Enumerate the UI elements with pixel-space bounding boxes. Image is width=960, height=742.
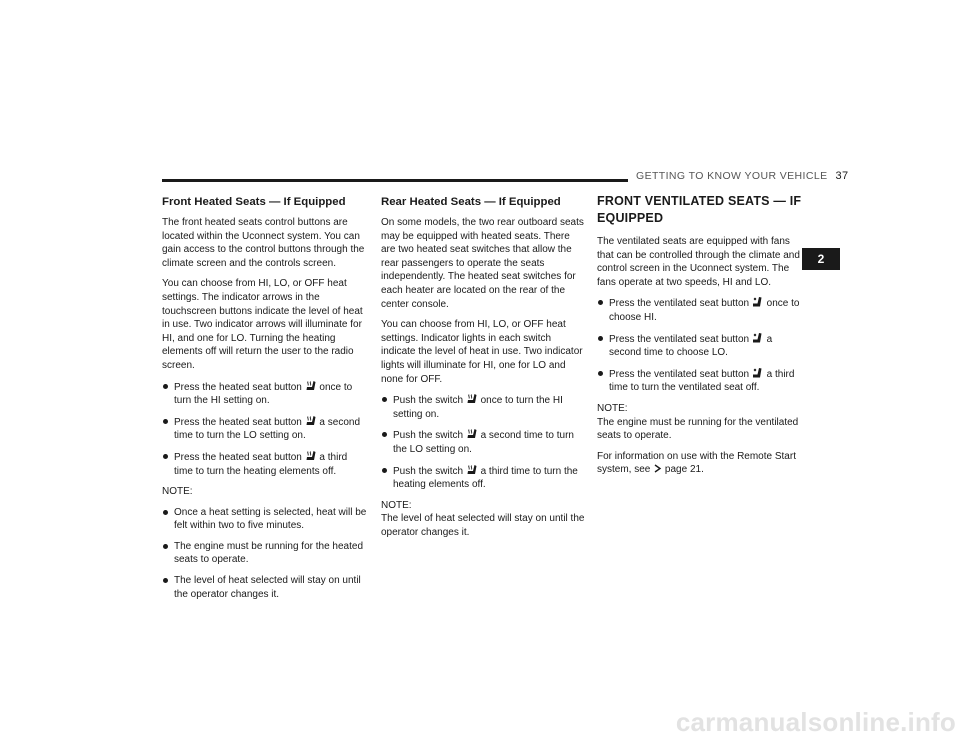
list-item: Push the switch once to turn the HI setting on. — [381, 393, 586, 421]
page-number: 37 — [835, 170, 849, 182]
list-item: Push the switch a second time to turn the LO setting on. — [381, 428, 586, 456]
bullet-list — [162, 380, 367, 479]
header-rule — [162, 179, 628, 182]
section-heading: Front Heated Seats — If Equipped — [162, 196, 346, 208]
heated-seat-icon — [466, 428, 478, 440]
note-label: NOTE: — [597, 402, 628, 414]
heated-seat-icon — [466, 393, 478, 405]
front-heated-seats-section — [162, 195, 367, 608]
list-item: Press the ventilated seat button a third time to turn the ventilated seat off. — [597, 367, 802, 395]
note-label: NOTE: — [162, 486, 193, 498]
ventilated-seat-icon — [752, 332, 764, 344]
page-link[interactable]: page 21. — [662, 464, 704, 476]
note-text: The engine must be running for the ventilated seats to operate. — [597, 416, 799, 442]
front-ventilated-seats-section — [597, 195, 802, 484]
watermark-text: carmanualsonline.info — [675, 707, 956, 737]
list-item: Push the switch a third time to turn the heating elements off. — [381, 464, 586, 492]
paragraph: You can choose from HI, LO, or OFF heat settings. Indicator lights in each switch indicate the level of heat in use. Two indicator lights will illuminate for HI, one for LO and none for OFF. — [381, 319, 583, 385]
heated-seat-icon — [466, 464, 478, 476]
note-text: The level of heat selected will stay on until the operator changes it. — [381, 513, 585, 538]
list-item: Press the ventilated seat button once to choose HI. — [597, 296, 802, 324]
list-item: Press the heated seat button once to turn the HI setting on. — [162, 380, 367, 408]
section-heading: Rear Heated Seats — If Equipped — [381, 196, 561, 208]
running-header — [636, 170, 849, 182]
note-label: NOTE: — [381, 499, 412, 511]
heated-seat-icon — [305, 450, 317, 462]
note-list — [162, 506, 367, 602]
paragraph: On some models, the two rear outboard seats may be equipped with heated seats. There are two heated seat switches that allow the rear passengers to operate the seats independently. The heated seat switches for each heater are located on the rear of the center console. — [381, 217, 584, 310]
paragraph: You can choose from HI, LO, or OFF heat settings. The indicator arrows in the touchscreen buttons indicate the level of heat in use. Two indicator arrows will illuminate for HI, and one for LO. Turning the heating elements off will return the user to the radio screen. — [162, 278, 363, 371]
ventilated-seat-icon — [752, 367, 764, 379]
list-item: The level of heat selected will stay on until the operator changes it. — [162, 574, 367, 601]
heated-seat-icon — [305, 415, 317, 427]
list-item: Press the heated seat button a second time to turn the LO setting on. — [162, 415, 367, 443]
list-item: Once a heat setting is selected, heat will be felt within two to five minutes. — [162, 506, 367, 533]
list-item: Press the heated seat button a third time to turn the heating elements off. — [162, 450, 367, 478]
section-heading: FRONT VENTILATED SEATS — IF EQUIPPED — [597, 194, 802, 225]
ventilated-seat-icon — [752, 296, 764, 308]
heated-seat-icon — [305, 380, 317, 392]
paragraph: For information on use with the Remote Start system, see page 21. — [597, 450, 796, 476]
page-reference-arrow-icon — [653, 464, 662, 473]
list-item: The engine must be running for the heated seats to operate. — [162, 540, 367, 567]
bullet-list — [597, 296, 802, 395]
bullet-list — [381, 393, 586, 492]
paragraph: The front heated seats control buttons are located within the Uconnect system. You can gain access to the control buttons through the climate screen and the controls screen. — [162, 217, 365, 269]
rear-heated-seats-section — [381, 195, 586, 546]
list-item: Press the ventilated seat button a second time to choose LO. — [597, 332, 802, 360]
chapter-tab: 2 — [802, 248, 840, 270]
section-title: GETTING TO KNOW YOUR VEHICLE — [636, 170, 828, 182]
paragraph: The ventilated seats are equipped with fans that can be controlled through the climate and control screen in the Uconnect system. The fans operate at two speeds, HI and LO. — [597, 236, 800, 288]
